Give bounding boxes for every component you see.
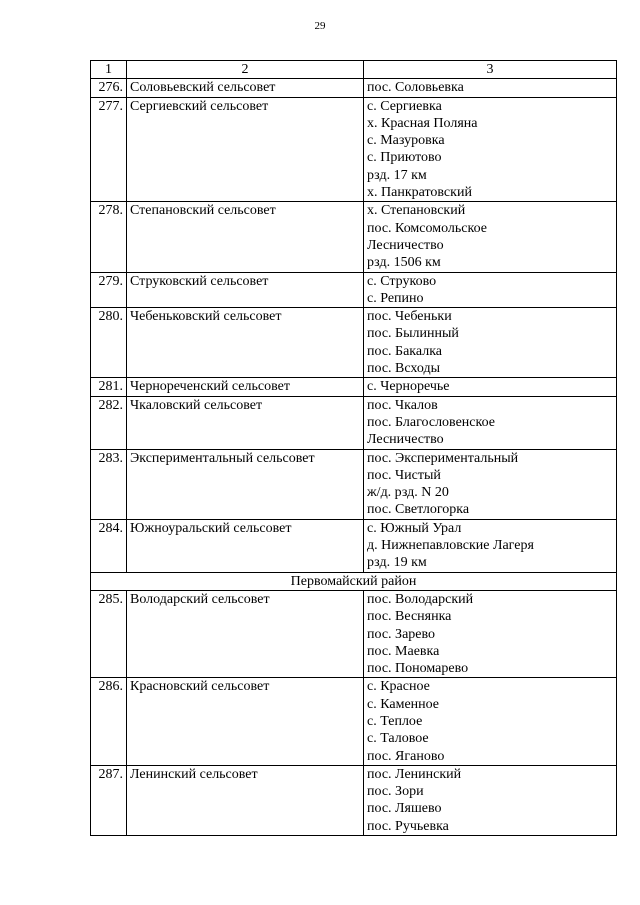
settlement-item: рзд. 19 км [367,555,427,571]
council-name: Чкаловский сельсовет [127,396,364,449]
column-header-number: 1 [91,61,127,79]
table-row [91,378,617,396]
council-name: Степановский сельсовет [127,202,364,272]
settlement-item: пос. Светлогорка [367,502,470,518]
settlement-list [364,97,617,202]
row-number: 284. [91,519,127,572]
settlement-list [364,449,617,519]
row-number: 279. [91,272,127,308]
settlement-item: х. Панкратовский [367,185,472,201]
council-name: Володарский сельсовет [127,590,364,677]
settlement-item: рзд. 1506 км [367,255,441,271]
settlement-item: рзд. 17 км [367,167,427,183]
row-number: 287. [91,765,127,835]
table-row [91,202,617,272]
table-row [91,590,617,677]
settlement-item: пос. Чебеньки [367,309,452,325]
council-name: Струковский сельсовет [127,272,364,308]
table-row [91,97,617,202]
settlement-item: пос. Бакалка [367,343,443,359]
district-name: Первомайский район [91,572,617,590]
table-row [91,449,617,519]
settlement-item: х. Степановский [367,203,466,219]
settlement-list [364,519,617,572]
row-number: 280. [91,308,127,378]
settlement-item: с. Таловое [367,731,429,747]
council-name: Сергиевский сельсовет [127,97,364,202]
settlement-list [364,396,617,449]
settlement-item: пос. Былинный [367,326,459,342]
district-header-row [91,572,617,590]
council-name: Соловьевский сельсовет [127,79,364,97]
council-name: Чернореченский сельсовет [127,378,364,396]
settlement-item: пос. Пономарево [367,661,469,677]
settlement-item: с. Сергиевка [367,98,442,114]
council-name: Чебеньковский сельсовет [127,308,364,378]
table-body [91,79,617,836]
table-header-row [91,61,617,79]
settlement-item: пос. Всходы [367,361,441,377]
settlement-item: пос. Зарево [367,626,436,642]
table-row [91,308,617,378]
table-row [91,519,617,572]
settlement-item: пос. Чкалов [367,397,438,413]
row-number: 277. [91,97,127,202]
settlement-item: пос. Благословенское [367,414,495,430]
row-number: 286. [91,678,127,765]
settlement-item: пос. Маевка [367,643,440,659]
settlement-item: с. Черноречье [367,379,450,395]
settlement-item: Лесничество [367,432,444,448]
settlement-list [364,590,617,677]
settlement-list [364,202,617,272]
settlement-list [364,765,617,835]
settlement-item: с. Приютово [367,150,442,166]
settlement-item: с. Мазуровка [367,133,445,149]
table-row [91,678,617,765]
settlement-item: пос. Веснянка [367,609,452,625]
settlement-item: д. Нижнепавловские Лагеря [367,538,534,554]
settlement-item: пос. Соловьевка [367,80,464,96]
settlement-item: пос. Ляшево [367,801,442,817]
settlement-list [364,378,617,396]
row-number: 278. [91,202,127,272]
settlement-item: пос. Комсомольское [367,220,487,236]
settlement-item: с. Теплое [367,713,423,729]
row-number: 281. [91,378,127,396]
settlement-item: пос. Яганово [367,748,445,764]
settlement-item: Лесничество [367,237,444,253]
row-number: 283. [91,449,127,519]
settlement-item: пос. Володарский [367,591,474,607]
council-name: Ленинский сельсовет [127,765,364,835]
settlement-item: с. Каменное [367,696,440,712]
column-header-council: 2 [127,61,364,79]
settlement-item: пос. Ленинский [367,766,462,782]
settlement-item: с. Красное [367,679,430,695]
council-name: Южноуральский сельсовет [127,519,364,572]
settlement-list [364,678,617,765]
settlement-item: с. Струково [367,273,437,289]
settlement-item: пос. Экспериментальный [367,450,519,466]
settlement-list [364,79,617,97]
settlement-item: с. Южный Урал [367,520,462,536]
council-name: Экспериментальный сельсовет [127,449,364,519]
settlement-item: пос. Ручьевка [367,818,449,834]
council-name: Красновский сельсовет [127,678,364,765]
settlement-item: ж/д. рзд. N 20 [367,485,449,501]
page-number: 29 [314,20,326,32]
row-number: 285. [91,590,127,677]
row-number: 282. [91,396,127,449]
column-header-settlements: 3 [364,61,617,79]
table-row [91,765,617,835]
settlement-item: пос. Чистый [367,467,441,483]
settlement-table [90,60,617,836]
settlement-list [364,272,617,308]
table-row [91,79,617,97]
table-row [91,272,617,308]
settlement-item: пос. Зори [367,784,424,800]
table-row [91,396,617,449]
settlement-item: с. Репино [367,290,424,306]
row-number: 276. [91,79,127,97]
settlement-list [364,308,617,378]
settlement-item: х. Красная Поляна [367,115,478,131]
